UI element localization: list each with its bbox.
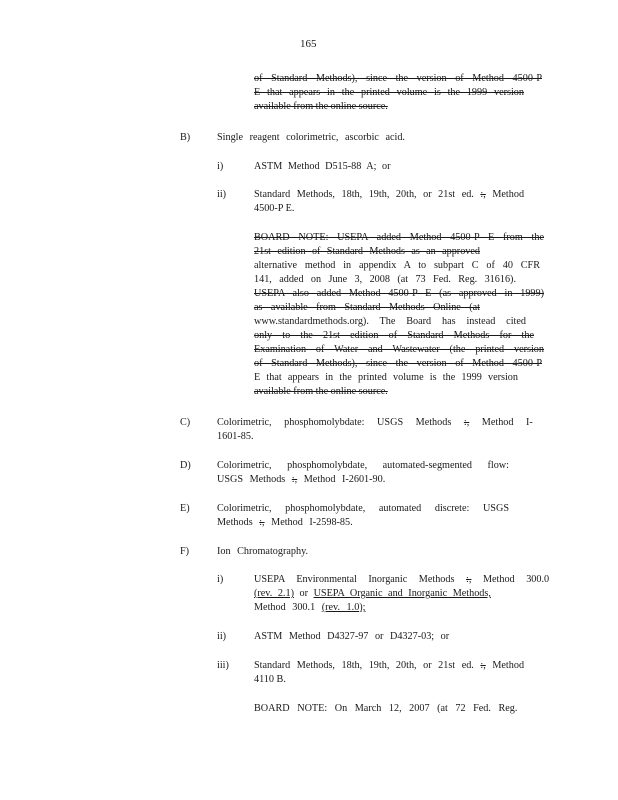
subitem-text-b-ii [254, 188, 524, 201]
text-run: Method 300.1 [254, 602, 316, 613]
continuation-line: E that appears in the printed volume is the 1999 version [254, 87, 524, 98]
subitem-label-b-i: i) [217, 161, 224, 172]
board-note-line: only to the 21st edition of Standard Methods for the [254, 330, 534, 341]
subitem-text-f-iii-cont: 4110 B. [254, 674, 286, 685]
board-note-line: 21st edition of Standard Methods as an approved [254, 246, 480, 257]
subitem-text-f-ii: ASTM Method D4327-97 or D4327-03; or [254, 631, 450, 642]
subitem-text-f-i [254, 573, 549, 586]
inserted-text: (rev. 2.1) [254, 588, 294, 599]
subitem-text-f-i-cont2 [254, 601, 366, 614]
deleted-punctuation: :, [259, 517, 265, 528]
subitem-label-b-ii: ii) [217, 189, 227, 200]
board-note-line: BOARD NOTE: USEPA added Method 4500-P E from the [254, 232, 544, 243]
text-run: Method [492, 189, 525, 200]
item-label-b: B) [180, 132, 191, 143]
text-run: Method [492, 660, 525, 671]
item-text-e-cont [217, 516, 353, 529]
board-note-line: alternative method in appendix A to subpart C of 40 CFR [254, 260, 540, 271]
subitem-label-f-iii: iii) [217, 660, 229, 671]
board-note-line: 141, added on June 3, 2008 (at 73 Fed. Reg. 31616). [254, 274, 516, 285]
text-run: or [293, 588, 314, 599]
page-number: 165 [300, 38, 317, 50]
item-label-e: E) [180, 503, 190, 514]
deleted-punctuation: :, [480, 660, 486, 671]
board-note-line: available from the online source. [254, 386, 388, 397]
subitem-label-f-i: i) [217, 574, 224, 585]
board-note-line: of Standard Methods), since the version of Method 4500-P [254, 358, 542, 369]
board-note-line: Examination of Water and Wastewater (the printed version [254, 344, 544, 355]
item-text-e: Colorimetric, phosphomolybdate, automated discrete: USGS [217, 503, 509, 514]
item-text-c [217, 416, 533, 429]
text-run: Method I-2601-90. [303, 474, 386, 485]
text-run: Colorimetric, phosphomolybdate: USGS Methods [217, 417, 452, 428]
subitem-text-f-iii [254, 659, 524, 672]
continuation-line: of Standard Methods), since the version of Method 4500-P [254, 73, 542, 84]
text-run: USGS Methods [217, 474, 286, 485]
item-text-d-cont [217, 473, 385, 486]
item-label-c: C) [180, 417, 191, 428]
text-run: Method I-2598-85. [271, 517, 353, 528]
subitem-text-b-i: ASTM Method D515-88 A; or [254, 161, 391, 172]
text-run: Methods [217, 517, 253, 528]
board-note-line: USEPA also added Method 4500-P E (as approved in 1999) [254, 288, 544, 299]
board-note-line: E that appears in the printed volume is the 1999 version [254, 372, 518, 383]
text-run: USEPA Environmental Inorganic Methods [254, 574, 455, 585]
deleted-punctuation: :, [291, 474, 298, 485]
subitem-text-f-i-cont [254, 587, 491, 600]
text-run: Standard Methods, 18th, 19th, 20th, or 21st ed. [254, 189, 474, 200]
board-note-line: as available from Standard Methods Online (at [254, 302, 480, 313]
item-text-f: Ion Chromatography. [217, 546, 309, 557]
text-run: Method I- [481, 417, 533, 428]
subitem-label-f-ii: ii) [217, 631, 227, 642]
inserted-text: (rev. 1.0); [321, 602, 366, 613]
text-run: Method 300.0 [482, 574, 550, 585]
subitem-text-b-ii-cont: 4500-P E. [254, 203, 295, 214]
board-note-line: www.standardmethods.org). The Board has instead cited [254, 316, 526, 327]
text-run: Standard Methods, 18th, 19th, 20th, or 21st ed. [254, 660, 474, 671]
item-text-b: Single reagent colorimetric, ascorbic acid. [217, 132, 405, 143]
item-text-d: Colorimetric, phosphomolybdate, automated-segmented flow: [217, 460, 509, 471]
deleted-punctuation: :, [466, 574, 472, 585]
deleted-punctuation: :, [463, 417, 470, 428]
board-note-f: BOARD NOTE: On March 12, 2007 (at 72 Fed. Reg. [254, 703, 518, 714]
inserted-text: USEPA Organic and Inorganic Methods, [313, 588, 491, 599]
item-text-c-cont: 1601-85. [217, 431, 254, 442]
continuation-line: available from the online source. [254, 101, 388, 112]
deleted-punctuation: :, [480, 189, 486, 200]
item-label-d: D) [180, 460, 191, 471]
item-label-f: F) [180, 546, 190, 557]
